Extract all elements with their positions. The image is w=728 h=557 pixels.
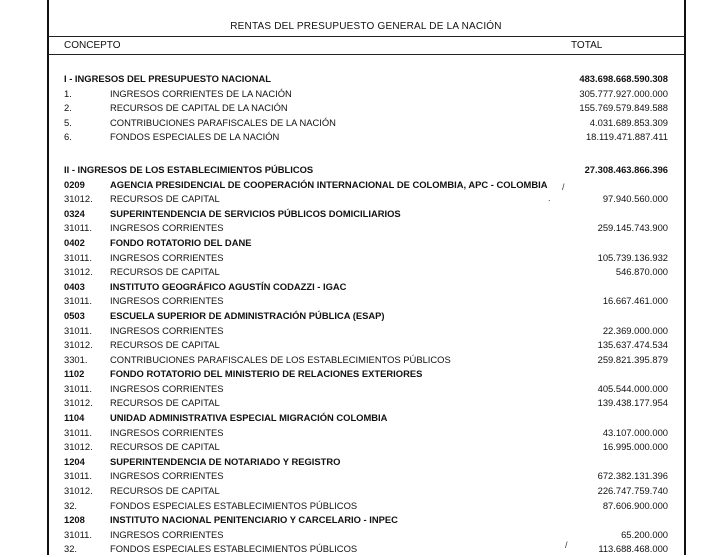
row-label: INGRESOS CORRIENTES DE LA NACIÓN [110, 87, 292, 99]
row-code: 0503 [64, 309, 85, 321]
row-label: INGRESOS CORRIENTES [110, 295, 224, 307]
row-label: ESCUELA SUPERIOR DE ADMINISTRACIÓN PÚBLICA (ESAP) [110, 309, 385, 321]
table-row [0, 484, 728, 499]
row-code: 32. [64, 499, 78, 511]
table-row [0, 87, 728, 102]
table-row [0, 324, 728, 339]
budget-table [0, 72, 728, 557]
row-code: 1204 [64, 455, 85, 467]
row-code: 3301. [64, 353, 88, 365]
entity-row [0, 207, 728, 222]
row-code: 1. [64, 87, 72, 99]
row-code: 0324 [64, 207, 85, 219]
row-code: 31011. [64, 251, 92, 263]
row-label: II - INGRESOS DE LOS ESTABLECIMIENTOS PÚBLICOS [64, 163, 314, 175]
row-value: 135.637.474.534 [597, 339, 668, 351]
row-value: 672.382.131.396 [597, 470, 668, 482]
table-row [0, 265, 728, 280]
row-code: 31011. [64, 470, 92, 482]
row-code: 31011. [64, 222, 92, 234]
row-label: INGRESOS CORRIENTES [110, 251, 224, 263]
table-row [0, 101, 728, 116]
entity-row [0, 455, 728, 470]
row-code: 0403 [64, 280, 85, 292]
row-label: SUPERINTENDENCIA DE NOTARIADO Y REGISTRO [110, 455, 341, 467]
row-code: 1102 [64, 368, 85, 380]
table-row [0, 251, 728, 266]
row-code: 31012. [64, 193, 93, 205]
table-row [0, 440, 728, 455]
row-code: 6. [64, 131, 72, 143]
table-row [0, 353, 728, 368]
row-code: 0402 [64, 236, 85, 248]
row-code: 2. [64, 102, 72, 114]
row-value: 97.940.560.000 [602, 193, 668, 205]
row-label: INGRESOS CORRIENTES [110, 470, 224, 482]
table-row [0, 294, 728, 309]
row-label: INSTITUTO GEOGRÁFICO AGUSTÍN CODAZZI - IGAC [110, 280, 347, 292]
table-row [0, 469, 728, 484]
row-code: 0209 [64, 178, 85, 190]
entity-row [0, 367, 728, 382]
row-code: 31012. [64, 266, 93, 278]
row-code: 1208 [64, 514, 85, 526]
row-code: 5. [64, 116, 72, 128]
row-code: 31011. [64, 426, 92, 438]
row-value: 155.769.579.849.588 [579, 102, 668, 114]
entity-row [0, 513, 728, 528]
table-row [0, 192, 728, 207]
entity-row [0, 236, 728, 251]
row-label: CONTRIBUCIONES PARAFISCALES DE LA NACIÓN [110, 116, 336, 128]
row-value: 105.739.136.932 [597, 251, 668, 263]
row-code: 31012. [64, 441, 93, 453]
row-value: 226.747.759.740 [597, 485, 668, 497]
header-bottom-rule [48, 54, 684, 55]
stray-mark: . [548, 193, 551, 203]
row-code: 32. [64, 543, 78, 555]
row-value: 259.821.395.879 [597, 353, 668, 365]
row-value: 16.667.461.000 [602, 295, 668, 307]
row-value: 483.698.668.590.308 [579, 73, 668, 84]
table-row [0, 116, 728, 131]
stray-mark: / [565, 540, 568, 550]
row-label: FONDOS ESPECIALES ESTABLECIMIENTOS PÚBLICOS [110, 499, 358, 511]
row-value: 27.308.463.866.396 [584, 163, 668, 175]
row-label: FONDO ROTATORIO DEL DANE [110, 236, 252, 248]
table-row [0, 382, 728, 397]
header-top-rule [48, 36, 684, 37]
row-label: FONDOS ESPECIALES DE LA NACIÓN [110, 131, 280, 143]
row-value: 259.145.743.900 [597, 222, 668, 234]
row-value: 65.200.000 [621, 528, 668, 540]
stray-mark: / [562, 182, 565, 192]
entity-row [0, 178, 728, 193]
column-header-concepto: CONCEPTO [64, 40, 121, 51]
row-label: INGRESOS CORRIENTES [110, 324, 224, 336]
row-value: 16.995.000.000 [602, 441, 668, 453]
row-label: INSTITUTO NACIONAL PENITENCIARIO Y CARCELARIO - INPEC [110, 514, 398, 526]
page-title: RENTAS DEL PRESUPUESTO GENERAL DE LA NACIÓN [230, 21, 502, 32]
row-label: SUPERINTENDENCIA DE SERVICIOS PÚBLICOS DOMICILIARIOS [110, 207, 401, 219]
row-label: RECURSOS DE CAPITAL [110, 485, 220, 497]
column-header-total: TOTAL [571, 40, 603, 51]
table-row [0, 499, 728, 514]
row-value: 405.544.000.000 [597, 382, 668, 394]
row-code: 31012. [64, 485, 93, 497]
row-label: INGRESOS CORRIENTES [110, 382, 224, 394]
row-label: INGRESOS CORRIENTES [110, 222, 224, 234]
row-label: RECURSOS DE CAPITAL [110, 339, 220, 351]
row-value: 22.369.000.000 [602, 324, 668, 336]
table-row [0, 338, 728, 353]
row-code: 31012. [64, 397, 93, 409]
entity-row [0, 280, 728, 295]
row-value: 139.438.177.954 [597, 397, 668, 409]
row-code: 31011. [64, 528, 92, 540]
row-value: 43.107.000.000 [602, 426, 668, 438]
table-row [0, 221, 728, 236]
row-label: RECURSOS DE CAPITAL DE LA NACIÓN [110, 102, 288, 114]
entity-row [0, 309, 728, 324]
section-row [0, 163, 728, 178]
row-value: 113.688.468.000 [598, 543, 668, 555]
table-row [0, 426, 728, 441]
row-label: INGRESOS CORRIENTES [110, 426, 224, 438]
row-value: 87.606.900.000 [602, 499, 668, 511]
row-value: 4.031.689.853.309 [589, 116, 668, 128]
table-row [0, 396, 728, 411]
row-value: 305.777.927.000.000 [579, 87, 668, 99]
row-label: FONDOS ESPECIALES ESTABLECIMIENTOS PÚBLICOS [110, 543, 358, 555]
row-value: 546.870.000 [615, 266, 668, 278]
row-label: RECURSOS DE CAPITAL [110, 193, 220, 205]
row-label: RECURSOS DE CAPITAL [110, 441, 220, 453]
row-label: RECURSOS DE CAPITAL [110, 397, 220, 409]
row-label: FONDO ROTATORIO DEL MINISTERIO DE RELACIONES EXTERIORES [110, 368, 423, 380]
row-code: 31012. [64, 339, 93, 351]
row-label: INGRESOS CORRIENTES [110, 528, 224, 540]
row-label: I - INGRESOS DEL PRESUPUESTO NACIONAL [64, 73, 271, 84]
row-label: AGENCIA PRESIDENCIAL DE COOPERACIÓN INTERNACIONAL DE COLOMBIA, APC - COLOMBIA [110, 178, 548, 190]
row-value: 18.119.471.887.411 [585, 131, 668, 143]
row-code: 1104 [64, 412, 85, 424]
row-label: UNIDAD ADMINISTRATIVA ESPECIAL MIGRACIÓN COLOMBIA [110, 412, 388, 424]
row-label: RECURSOS DE CAPITAL [110, 266, 220, 278]
row-code: 31011. [64, 382, 92, 394]
row-code: 31011. [64, 295, 92, 307]
row-code: 31011. [64, 324, 92, 336]
section-row [0, 72, 728, 87]
entity-row [0, 411, 728, 426]
table-row [0, 130, 728, 145]
table-row [0, 528, 728, 543]
row-label: CONTRIBUCIONES PARAFISCALES DE LOS ESTABLECIMIENTOS PÚBLICOS [110, 353, 451, 365]
